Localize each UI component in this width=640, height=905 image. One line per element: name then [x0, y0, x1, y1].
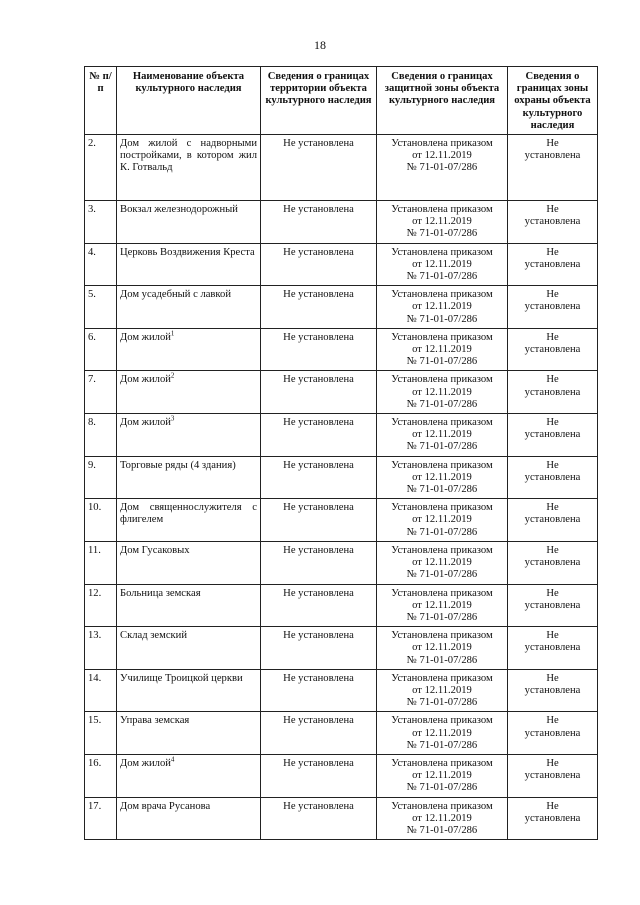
protective-zone-line: от 12.11.2019	[412, 599, 472, 611]
protective-zone-line: № 71-01-07/286	[406, 398, 478, 410]
table-row	[85, 286, 598, 329]
protection-zone-line: установлена	[524, 770, 581, 782]
protection-zone-line: Не	[546, 289, 559, 301]
protective-zone-status	[377, 201, 508, 244]
object-name-cell	[117, 243, 261, 286]
header-territory-borders: Сведения о границах территории объекта культурного наследия	[261, 67, 377, 135]
row-number: 9.	[85, 456, 117, 499]
protection-zone-line: установлена	[524, 812, 581, 824]
object-name: Дом жилой	[120, 417, 171, 429]
protective-zone-line: № 71-01-07/286	[406, 611, 478, 623]
protection-zone-status	[508, 797, 598, 840]
protective-zone-line: от 12.11.2019	[412, 557, 472, 569]
protective-zone-line: № 71-01-07/286	[406, 782, 478, 794]
table-row	[85, 243, 598, 286]
protective-zone-line: Установлена приказом	[391, 630, 493, 642]
protective-zone-line: № 71-01-07/286	[406, 526, 478, 538]
table-row	[85, 135, 598, 201]
protective-zone-line: Установлена приказом	[391, 417, 493, 429]
protective-zone-line: от 12.11.2019	[412, 344, 472, 356]
header-protective-zone: Сведения о границах защитной зоны объекта культурного наследия	[377, 67, 508, 135]
protective-zone-status	[377, 541, 508, 584]
protection-zone-status	[508, 627, 598, 670]
table-row	[85, 712, 598, 755]
object-name-cell	[117, 371, 261, 414]
table-row	[85, 328, 598, 371]
territory-status: Не установлена	[261, 371, 377, 414]
protective-zone-status	[377, 669, 508, 712]
protective-zone-status	[377, 243, 508, 286]
protection-zone-line: Не	[546, 757, 559, 769]
protection-zone-line: Не	[546, 331, 559, 343]
protective-zone-status	[377, 328, 508, 371]
object-name-cell	[117, 499, 261, 542]
object-name: Дом Гусаковых	[120, 544, 190, 556]
territory-status: Не установлена	[261, 328, 377, 371]
protective-zone-status	[377, 627, 508, 670]
object-name: Дом жилой с надворными постройками, в котором жил К. Готвальд	[120, 138, 257, 174]
footnote-marker: 4	[170, 755, 175, 764]
protection-zone-status	[508, 371, 598, 414]
protection-zone-status	[508, 669, 598, 712]
protective-zone-status	[377, 135, 508, 201]
object-name: Дом жилой	[120, 331, 171, 343]
object-name: Вокзал железнодорожный	[120, 204, 238, 216]
protection-zone-line: Не	[546, 630, 559, 642]
header-object-name: Наименование объекта культурного наследия	[117, 67, 261, 135]
protection-zone-status	[508, 201, 598, 244]
table-body	[85, 135, 598, 840]
protective-zone-line: Установлена приказом	[391, 800, 493, 812]
protective-zone-line: Установлена приказом	[391, 289, 493, 301]
protection-zone-line: Не	[546, 587, 559, 599]
row-number: 5.	[85, 286, 117, 329]
protection-zone-line: установлена	[524, 727, 581, 739]
table-row	[85, 754, 598, 797]
protective-zone-line: от 12.11.2019	[412, 471, 472, 483]
object-name-cell	[117, 541, 261, 584]
object-name: Управа земская	[120, 715, 190, 727]
protective-zone-line: Установлена приказом	[391, 204, 493, 216]
territory-status: Не установлена	[261, 669, 377, 712]
object-name-cell	[117, 754, 261, 797]
protective-zone-line: № 71-01-07/286	[406, 697, 478, 709]
territory-status: Не установлена	[261, 754, 377, 797]
protection-zone-line: Не	[546, 502, 559, 514]
protection-zone-line: Не	[546, 204, 559, 216]
protection-zone-line: Не	[546, 374, 559, 386]
object-name: Училище Троицкой церкви	[120, 672, 243, 684]
territory-status: Не установлена	[261, 541, 377, 584]
protective-zone-line: № 71-01-07/286	[406, 228, 478, 240]
protective-zone-line: от 12.11.2019	[412, 727, 472, 739]
object-name-cell	[117, 584, 261, 627]
protective-zone-line: Установлена приказом	[391, 374, 493, 386]
footnote-marker: 3	[170, 414, 175, 423]
territory-status: Не установлена	[261, 201, 377, 244]
object-name: Торговые ряды (4 здания)	[120, 459, 236, 471]
protective-zone-line: Установлена приказом	[391, 331, 493, 343]
row-number: 7.	[85, 371, 117, 414]
protection-zone-status	[508, 456, 598, 499]
protection-zone-line: установлена	[524, 301, 581, 313]
object-name: Больница земская	[120, 587, 201, 599]
protection-zone-status	[508, 286, 598, 329]
protective-zone-line: от 12.11.2019	[412, 684, 472, 696]
object-name-cell	[117, 797, 261, 840]
table-row	[85, 669, 598, 712]
protective-zone-line: № 71-01-07/286	[406, 824, 478, 836]
protective-zone-line: от 12.11.2019	[412, 301, 472, 313]
row-number: 2.	[85, 135, 117, 201]
protective-zone-status	[377, 584, 508, 627]
protective-zone-line: Установлена приказом	[391, 757, 493, 769]
protective-zone-line: Установлена приказом	[391, 544, 493, 556]
table-row	[85, 414, 598, 457]
protection-zone-line: Не	[546, 544, 559, 556]
object-name: Дом жилой	[120, 757, 171, 769]
row-number: 8.	[85, 414, 117, 457]
table-header-row	[85, 67, 598, 135]
protective-zone-line: Установлена приказом	[391, 246, 493, 258]
table-row	[85, 797, 598, 840]
protective-zone-status	[377, 414, 508, 457]
protection-zone-line: установлена	[524, 471, 581, 483]
object-name-cell	[117, 627, 261, 670]
protection-zone-line: Не	[546, 459, 559, 471]
protective-zone-line: от 12.11.2019	[412, 216, 472, 228]
object-name-cell	[117, 414, 261, 457]
header-protection-zone: Сведения о границах зоны охраны объекта культурного наследия	[508, 67, 598, 135]
row-number: 10.	[85, 499, 117, 542]
row-number: 17.	[85, 797, 117, 840]
protective-zone-line: № 71-01-07/286	[406, 162, 478, 174]
protective-zone-line: Установлена приказом	[391, 502, 493, 514]
page-number: 18	[314, 38, 326, 52]
protective-zone-line: от 12.11.2019	[412, 812, 472, 824]
protection-zone-status	[508, 541, 598, 584]
protection-zone-line: Не	[546, 715, 559, 727]
table-row	[85, 499, 598, 542]
object-name-cell	[117, 669, 261, 712]
territory-status: Не установлена	[261, 627, 377, 670]
table-row	[85, 456, 598, 499]
object-name-cell	[117, 201, 261, 244]
footnote-marker: 1	[170, 329, 175, 338]
row-number: 4.	[85, 243, 117, 286]
protective-zone-line: № 71-01-07/286	[406, 441, 478, 453]
protective-zone-line: Установлена приказом	[391, 715, 493, 727]
protection-zone-status	[508, 243, 598, 286]
protection-zone-status	[508, 414, 598, 457]
protection-zone-line: установлена	[524, 150, 581, 162]
protective-zone-status	[377, 456, 508, 499]
protective-zone-status	[377, 797, 508, 840]
territory-status: Не установлена	[261, 243, 377, 286]
protection-zone-status	[508, 584, 598, 627]
header-number: № п/п	[85, 67, 117, 135]
object-name-cell	[117, 328, 261, 371]
table-row	[85, 201, 598, 244]
protection-zone-line: установлена	[524, 642, 581, 654]
protection-zone-line: Не	[546, 672, 559, 684]
protection-zone-line: Не	[546, 138, 559, 150]
row-number: 6.	[85, 328, 117, 371]
territory-status: Не установлена	[261, 135, 377, 201]
protection-zone-line: Не	[546, 246, 559, 258]
protective-zone-line: № 71-01-07/286	[406, 484, 478, 496]
protective-zone-status	[377, 371, 508, 414]
row-number: 14.	[85, 669, 117, 712]
protection-zone-line: установлена	[524, 557, 581, 569]
object-name-cell	[117, 456, 261, 499]
protective-zone-line: № 71-01-07/286	[406, 739, 478, 751]
protective-zone-line: Установлена приказом	[391, 672, 493, 684]
protective-zone-line: от 12.11.2019	[412, 386, 472, 398]
protective-zone-line: № 71-01-07/286	[406, 569, 478, 581]
protective-zone-line: от 12.11.2019	[412, 514, 472, 526]
object-name: Дом усадебный с лавкой	[120, 289, 232, 301]
table-row	[85, 541, 598, 584]
object-name: Дом врача Русанова	[120, 800, 211, 812]
protection-zone-status	[508, 499, 598, 542]
territory-status: Не установлена	[261, 712, 377, 755]
protection-zone-line: установлена	[524, 514, 581, 526]
protective-zone-line: от 12.11.2019	[412, 642, 472, 654]
protection-zone-line: установлена	[524, 684, 581, 696]
protection-zone-line: установлена	[524, 258, 581, 270]
protective-zone-line: Установлена приказом	[391, 459, 493, 471]
protection-zone-line: Не	[546, 800, 559, 812]
protective-zone-line: от 12.11.2019	[412, 150, 472, 162]
object-name-cell	[117, 712, 261, 755]
territory-status: Не установлена	[261, 414, 377, 457]
row-number: 13.	[85, 627, 117, 670]
footnote-marker: 2	[170, 371, 175, 380]
object-name: Церковь Воздвижения Креста	[120, 246, 255, 258]
protective-zone-line: Установлена приказом	[391, 138, 493, 150]
territory-status: Не установлена	[261, 286, 377, 329]
protective-zone-status	[377, 712, 508, 755]
row-number: 12.	[85, 584, 117, 627]
territory-status: Не установлена	[261, 499, 377, 542]
protective-zone-status	[377, 286, 508, 329]
object-name-cell	[117, 135, 261, 201]
protection-zone-line: установлена	[524, 216, 581, 228]
protective-zone-line: от 12.11.2019	[412, 770, 472, 782]
protective-zone-line: Установлена приказом	[391, 587, 493, 599]
protection-zone-status	[508, 135, 598, 201]
protective-zone-line: от 12.11.2019	[412, 429, 472, 441]
protection-zone-line: Не	[546, 417, 559, 429]
row-number: 15.	[85, 712, 117, 755]
object-name-cell	[117, 286, 261, 329]
row-number: 16.	[85, 754, 117, 797]
protective-zone-line: № 71-01-07/286	[406, 356, 478, 368]
protection-zone-line: установлена	[524, 599, 581, 611]
row-number: 3.	[85, 201, 117, 244]
protective-zone-line: № 71-01-07/286	[406, 654, 478, 666]
protection-zone-status	[508, 328, 598, 371]
protective-zone-line: № 71-01-07/286	[406, 271, 478, 283]
territory-status: Не установлена	[261, 456, 377, 499]
table-row	[85, 371, 598, 414]
protection-zone-line: установлена	[524, 386, 581, 398]
protective-zone-status	[377, 754, 508, 797]
protection-zone-line: установлена	[524, 429, 581, 441]
protection-zone-status	[508, 712, 598, 755]
protection-zone-status	[508, 754, 598, 797]
protection-zone-line: установлена	[524, 344, 581, 356]
object-name: Дом жилой	[120, 374, 171, 386]
object-name: Склад земский	[120, 630, 188, 642]
protective-zone-status	[377, 499, 508, 542]
territory-status: Не установлена	[261, 584, 377, 627]
protective-zone-line: от 12.11.2019	[412, 258, 472, 270]
object-name: Дом священнослужителя с флигелем	[120, 502, 257, 526]
table-row	[85, 584, 598, 627]
table-row	[85, 627, 598, 670]
protective-zone-line: № 71-01-07/286	[406, 313, 478, 325]
heritage-objects-table	[84, 66, 598, 840]
row-number: 11.	[85, 541, 117, 584]
territory-status: Не установлена	[261, 797, 377, 840]
